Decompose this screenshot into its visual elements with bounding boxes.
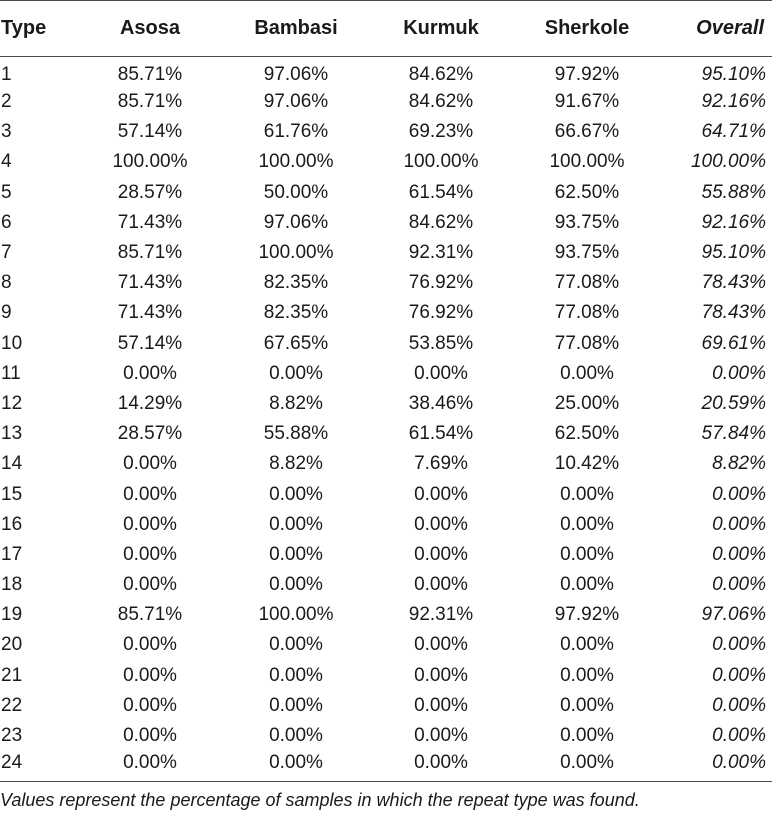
cell-bambasi: 61.76% bbox=[263, 121, 329, 143]
cell-bambasi: 0.00% bbox=[269, 543, 323, 565]
table-row bbox=[0, 570, 772, 600]
cell-overall: 0.00% bbox=[712, 725, 766, 747]
cell-type: 7 bbox=[1, 242, 12, 264]
cell-bambasi: 8.82% bbox=[269, 453, 323, 475]
cell-overall: 0.00% bbox=[712, 694, 766, 716]
cell-sherkole: 0.00% bbox=[560, 725, 614, 747]
cell-sherkole: 0.00% bbox=[560, 543, 614, 565]
cell-asosa: 0.00% bbox=[123, 362, 177, 384]
cell-kurmuk: 69.23% bbox=[408, 121, 474, 143]
cell-type: 20 bbox=[1, 634, 23, 656]
cell-type: 21 bbox=[1, 664, 23, 686]
cell-asosa: 100.00% bbox=[112, 151, 188, 173]
cell-asosa: 57.14% bbox=[117, 121, 183, 143]
cell-type: 8 bbox=[1, 272, 12, 294]
cell-asosa: 0.00% bbox=[123, 483, 177, 505]
cell-asosa: 85.71% bbox=[117, 91, 183, 113]
cell-asosa: 14.29% bbox=[117, 392, 183, 414]
cell-overall: 0.00% bbox=[712, 634, 766, 656]
cell-kurmuk: 0.00% bbox=[414, 664, 468, 686]
cell-overall: 55.88% bbox=[701, 181, 766, 203]
cell-asosa: 85.71% bbox=[117, 64, 183, 85]
cell-asosa: 71.43% bbox=[117, 211, 183, 233]
cell-type: 14 bbox=[1, 453, 23, 475]
cell-kurmuk: 53.85% bbox=[408, 332, 474, 354]
cell-type: 12 bbox=[1, 392, 23, 414]
cell-kurmuk: 0.00% bbox=[414, 694, 468, 716]
cell-overall: 0.00% bbox=[712, 664, 766, 686]
table-row bbox=[0, 208, 772, 238]
cell-asosa: 71.43% bbox=[117, 272, 183, 294]
cell-asosa: 0.00% bbox=[123, 725, 177, 747]
cell-kurmuk: 92.31% bbox=[408, 604, 474, 626]
cell-sherkole: 0.00% bbox=[560, 574, 614, 596]
cell-bambasi: 0.00% bbox=[269, 362, 323, 384]
cell-sherkole: 0.00% bbox=[560, 634, 614, 656]
cell-overall: 0.00% bbox=[712, 513, 766, 535]
cell-bambasi: 82.35% bbox=[263, 272, 329, 294]
table-row bbox=[0, 540, 772, 570]
cell-bambasi: 97.06% bbox=[263, 64, 329, 85]
cell-type: 4 bbox=[1, 151, 12, 173]
cell-bambasi: 67.65% bbox=[263, 332, 329, 354]
cell-sherkole: 97.92% bbox=[554, 64, 620, 85]
cell-overall: 0.00% bbox=[712, 483, 766, 505]
cell-bambasi: 50.00% bbox=[263, 181, 329, 203]
cell-kurmuk: 84.62% bbox=[408, 64, 474, 85]
table-row bbox=[0, 661, 772, 691]
cell-type: 23 bbox=[1, 725, 23, 747]
cell-type: 2 bbox=[1, 91, 12, 113]
cell-sherkole: 93.75% bbox=[554, 211, 620, 233]
cell-asosa: 28.57% bbox=[117, 423, 183, 445]
cell-kurmuk: 38.46% bbox=[408, 392, 474, 414]
cell-sherkole: 0.00% bbox=[560, 694, 614, 716]
cell-overall: 100.00% bbox=[690, 151, 766, 173]
cell-kurmuk: 0.00% bbox=[368, 751, 514, 782]
cell-bambasi: 0.00% bbox=[269, 483, 323, 505]
cell-overall: 78.43% bbox=[701, 272, 766, 294]
cell-asosa: 0.00% bbox=[123, 543, 177, 565]
cell-type: 6 bbox=[1, 211, 12, 233]
cell-sherkole: 0.00% bbox=[560, 362, 614, 384]
cell-bambasi: 55.88% bbox=[263, 423, 329, 445]
cell-overall: 95.10% bbox=[701, 242, 766, 264]
cell-type: 11 bbox=[1, 362, 21, 384]
cell-overall: 78.43% bbox=[701, 302, 766, 324]
cell-sherkole: 77.08% bbox=[554, 302, 620, 324]
table-row bbox=[0, 147, 772, 177]
cell-type: 16 bbox=[1, 513, 23, 535]
cell-type: 24 bbox=[0, 751, 76, 782]
cell-bambasi: 0.00% bbox=[269, 574, 323, 596]
cell-overall: 69.61% bbox=[701, 332, 766, 354]
cell-type: 17 bbox=[1, 543, 23, 565]
table-row bbox=[0, 691, 772, 721]
cell-sherkole: 77.08% bbox=[554, 332, 620, 354]
header-bambasi: Bambasi bbox=[224, 1, 368, 57]
cell-kurmuk: 76.92% bbox=[408, 302, 474, 324]
table-row bbox=[0, 630, 772, 660]
cell-sherkole: 62.50% bbox=[554, 423, 620, 445]
cell-type: 9 bbox=[1, 302, 12, 324]
cell-type: 3 bbox=[1, 121, 12, 143]
cell-bambasi: 0.00% bbox=[269, 634, 323, 656]
cell-overall: 92.16% bbox=[701, 211, 766, 233]
cell-kurmuk: 0.00% bbox=[414, 483, 468, 505]
table-row bbox=[0, 721, 772, 751]
table-row bbox=[0, 87, 772, 117]
cell-bambasi: 0.00% bbox=[269, 694, 323, 716]
cell-bambasi: 0.00% bbox=[269, 664, 323, 686]
cell-type: 10 bbox=[1, 332, 23, 354]
cell-type: 22 bbox=[1, 694, 23, 716]
table-row bbox=[0, 178, 772, 208]
cell-kurmuk: 0.00% bbox=[414, 543, 468, 565]
cell-type: 15 bbox=[1, 483, 23, 505]
cell-asosa: 0.00% bbox=[76, 751, 224, 782]
cell-asosa: 85.71% bbox=[117, 604, 183, 626]
cell-sherkole: 0.00% bbox=[560, 483, 614, 505]
cell-bambasi: 82.35% bbox=[263, 302, 329, 324]
cell-overall: 0.00% bbox=[660, 751, 772, 782]
table-row bbox=[0, 600, 772, 630]
cell-type: 5 bbox=[1, 181, 12, 203]
cell-sherkole: 93.75% bbox=[554, 242, 620, 264]
table-row bbox=[0, 117, 772, 147]
table-row bbox=[0, 419, 772, 449]
table-row bbox=[0, 57, 772, 88]
cell-asosa: 0.00% bbox=[123, 453, 177, 475]
cell-type: 13 bbox=[1, 423, 23, 445]
cell-asosa: 28.57% bbox=[117, 181, 183, 203]
cell-bambasi: 0.00% bbox=[269, 725, 323, 747]
cell-overall: 57.84% bbox=[701, 423, 766, 445]
table-row bbox=[0, 298, 772, 328]
cell-kurmuk: 0.00% bbox=[414, 362, 468, 384]
cell-kurmuk: 61.54% bbox=[408, 423, 474, 445]
cell-asosa: 57.14% bbox=[117, 332, 183, 354]
table-row bbox=[0, 329, 772, 359]
cell-kurmuk: 84.62% bbox=[408, 91, 474, 113]
cell-overall: 0.00% bbox=[712, 362, 766, 384]
cell-bambasi: 100.00% bbox=[258, 242, 334, 264]
cell-overall: 0.00% bbox=[712, 543, 766, 565]
table-row bbox=[0, 510, 772, 540]
cell-bambasi: 97.06% bbox=[263, 211, 329, 233]
cell-overall: 92.16% bbox=[701, 91, 766, 113]
cell-asosa: 0.00% bbox=[123, 694, 177, 716]
cell-asosa: 0.00% bbox=[123, 634, 177, 656]
cell-sherkole: 0.00% bbox=[560, 664, 614, 686]
cell-kurmuk: 100.00% bbox=[403, 151, 479, 173]
cell-kurmuk: 0.00% bbox=[414, 574, 468, 596]
cell-asosa: 71.43% bbox=[117, 302, 183, 324]
cell-overall: 20.59% bbox=[701, 392, 766, 414]
table-footnote: Values represent the percentage of samples in which the repeat type was found. bbox=[0, 790, 640, 811]
cell-overall: 95.10% bbox=[701, 64, 766, 85]
cell-sherkole: 0.00% bbox=[560, 513, 614, 535]
cell-kurmuk: 0.00% bbox=[414, 725, 468, 747]
cell-kurmuk: 84.62% bbox=[408, 211, 474, 233]
cell-kurmuk: 0.00% bbox=[414, 513, 468, 535]
cell-sherkole: 77.08% bbox=[554, 272, 620, 294]
cell-asosa: 0.00% bbox=[123, 574, 177, 596]
cell-kurmuk: 61.54% bbox=[408, 181, 474, 203]
cell-sherkole: 10.42% bbox=[554, 453, 620, 475]
table-row bbox=[0, 751, 772, 782]
header-sherkole: Sherkole bbox=[514, 1, 660, 57]
table-row bbox=[0, 389, 772, 419]
cell-asosa: 85.71% bbox=[117, 242, 183, 264]
table-row bbox=[0, 268, 772, 298]
cell-sherkole: 97.92% bbox=[554, 604, 620, 626]
header-type: Type bbox=[0, 1, 76, 57]
table-row bbox=[0, 359, 772, 389]
header-asosa: Asosa bbox=[76, 1, 224, 57]
table-body bbox=[0, 57, 772, 782]
cell-bambasi: 0.00% bbox=[269, 513, 323, 535]
table-row bbox=[0, 449, 772, 479]
cell-overall: 0.00% bbox=[712, 574, 766, 596]
header-overall: Overall bbox=[660, 1, 772, 57]
cell-overall: 97.06% bbox=[701, 604, 766, 626]
cell-bambasi: 8.82% bbox=[269, 392, 323, 414]
cell-bambasi: 100.00% bbox=[258, 604, 334, 626]
cell-overall: 8.82% bbox=[712, 453, 766, 475]
cell-sherkole: 0.00% bbox=[514, 751, 660, 782]
cell-sherkole: 66.67% bbox=[554, 121, 620, 143]
table-row bbox=[0, 238, 772, 268]
cell-bambasi: 0.00% bbox=[224, 751, 368, 782]
cell-kurmuk: 0.00% bbox=[414, 634, 468, 656]
cell-bambasi: 100.00% bbox=[258, 151, 334, 173]
header-kurmuk: Kurmuk bbox=[368, 1, 514, 57]
header-row bbox=[0, 1, 772, 57]
cell-asosa: 0.00% bbox=[123, 664, 177, 686]
cell-sherkole: 91.67% bbox=[554, 91, 620, 113]
cell-sherkole: 25.00% bbox=[554, 392, 620, 414]
cell-overall: 64.71% bbox=[701, 121, 766, 143]
cell-type: 18 bbox=[1, 574, 23, 596]
table-header bbox=[0, 1, 772, 57]
cell-asosa: 0.00% bbox=[123, 513, 177, 535]
cell-sherkole: 100.00% bbox=[549, 151, 625, 173]
cell-kurmuk: 92.31% bbox=[408, 242, 474, 264]
cell-sherkole: 62.50% bbox=[554, 181, 620, 203]
cell-kurmuk: 7.69% bbox=[414, 453, 468, 475]
table-row bbox=[0, 479, 772, 509]
cell-type: 19 bbox=[1, 604, 23, 626]
cell-kurmuk: 76.92% bbox=[408, 272, 474, 294]
cell-type: 1 bbox=[1, 64, 12, 85]
cell-bambasi: 97.06% bbox=[263, 91, 329, 113]
